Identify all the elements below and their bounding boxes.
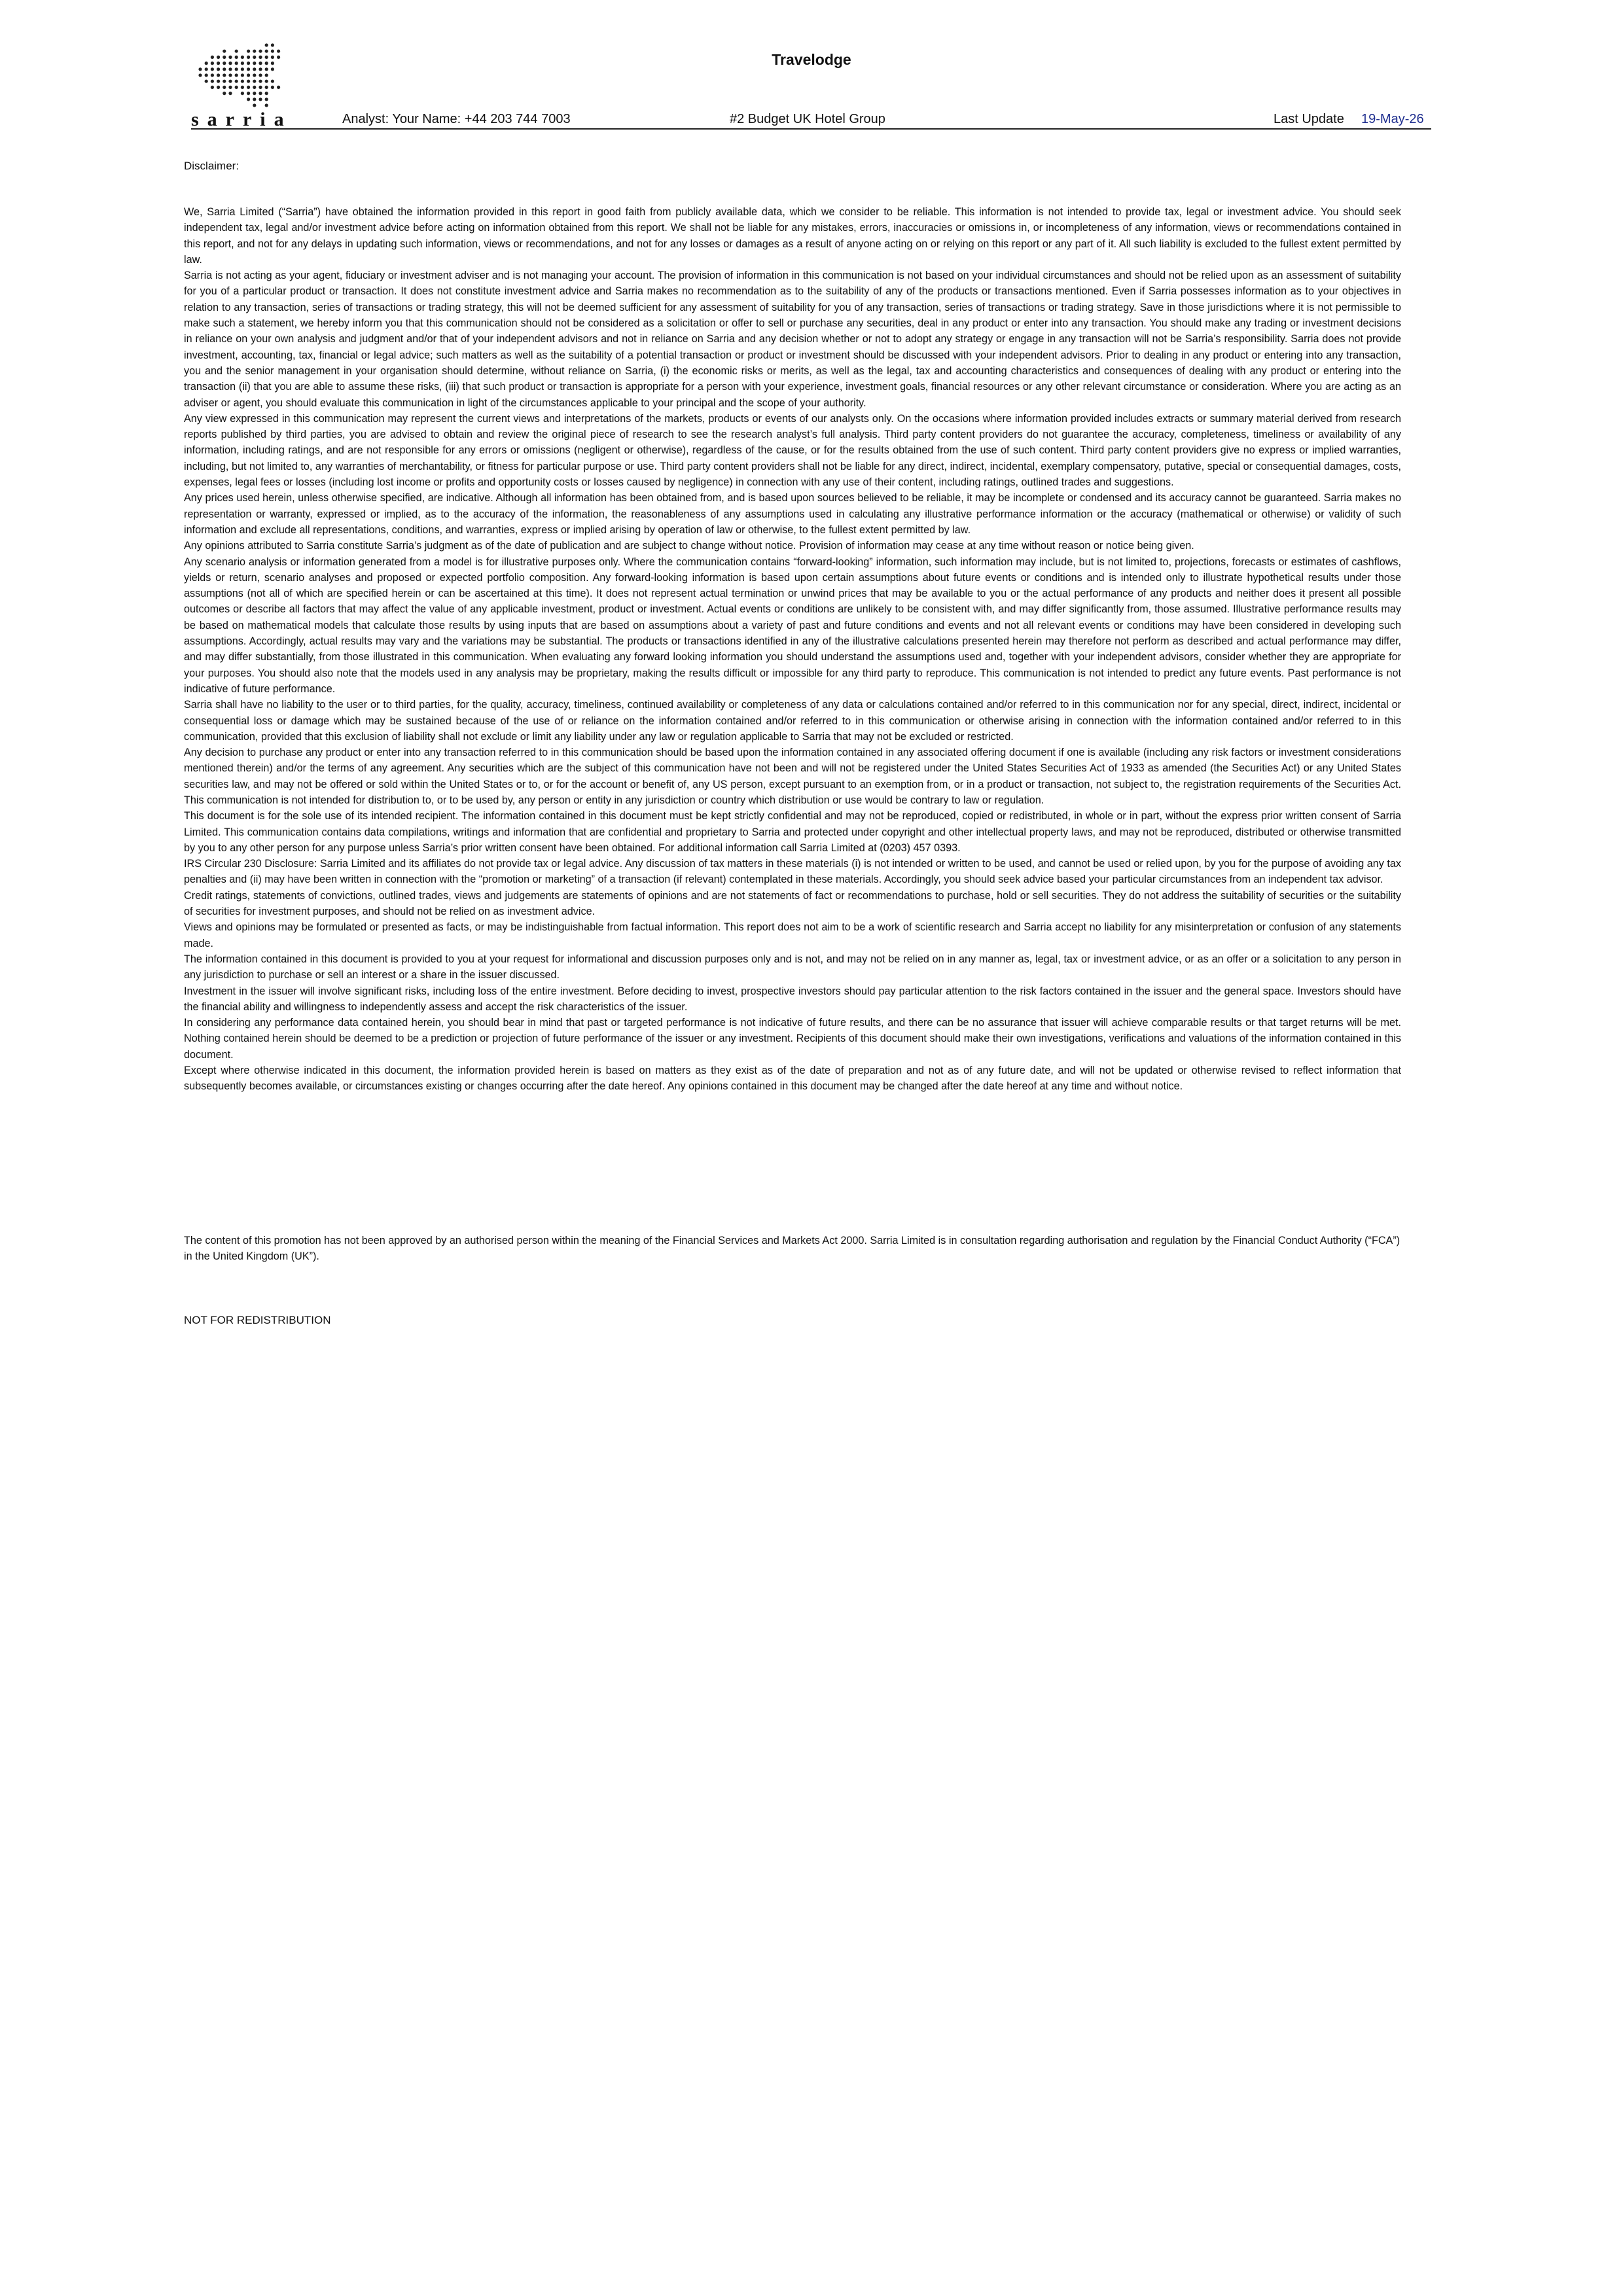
logo-dot xyxy=(205,80,208,83)
logo-dot xyxy=(235,80,238,83)
disclaimer-paragraph: Views and opinions may be formulated or presented as facts, or may be indistinguishable from factual information. This report does not aim to be a work of scientific research and Sarria accept no liability for any misinterpretation or confusion of any statements made. xyxy=(184,921,1401,949)
logo-dot xyxy=(247,86,250,89)
disclaimer-paragraph: This document is for the sole use of its intended recipient. The information contained in this document must be kept strictly confidential and may not be reproduced, copied or redistributed, in whole or in part, without the express prior written consent of Sarria Limited. This communication contains data compilations, writings and information that are confidential and proprietary to Sarria and protected under copyright and other intellectual property laws, and may not be reproduced, distributed or otherwise transmitted by you to any other person for any purpose unless Sarria’s prior written consent have been obtained. For additional information call Sarria Limited at (0203) 457 0393. xyxy=(184,810,1401,854)
logo-dot xyxy=(241,80,244,83)
logo-dot xyxy=(253,86,256,89)
disclaimer-heading: Disclaimer: xyxy=(184,160,240,172)
logo-dot xyxy=(253,103,256,107)
logo-dot xyxy=(253,92,256,95)
disclaimer-paragraph: Except where otherwise indicated in this document, the information provided herein is based on matters as they exist as of the date of preparation and not as of any future date, and will not be updated or otherwise revised to reflect information that subsequently becomes available, or circumstances existing or changes occurring after the date hereof. Any opinions contained in this document may be changed after the date hereof at any time and without notice. xyxy=(184,1065,1401,1093)
last-update-date: 19-May-26 xyxy=(1361,112,1424,126)
disclaimer-paragraph: Sarria is not acting as your agent, fiduciary or investment adviser and is not managing your account. The provision of information in this communication is not based on your individual circumstances and should not be relied upon as an assessment of suitability for you of a particular product or transaction. It does not constitute investment advice and Sarria makes no recommendation as to the suitability of any of the products or transactions mentioned. Even if Sarria possesses information as to your objectives in relation to any transaction, series of transactions or trading strategy, this will not be deemed sufficient for any assessment of suitability for you of any transaction, series of transactions or trading strategy. Save in those jurisdictions where it is not permissible to make such a statement, we hereby inform you that this communication should not be considered as a solicitation or offer to sell or purchase any securities, deal in any product or enter into any transaction. You should make any trading or investment decisions in reliance on your own analysis and judgment and/or that of your independent advisors and not in reliance on Sarria and any decision whether or not to adopt any strategy or engage in any transaction will not be Sarria’s responsibility. Sarria does not provide investment, accounting, tax, financial or legal advice; such matters as well as the suitability of a potential transaction or product or investment should be discussed with your independent advisors. Prior to dealing in any product or entering into any transaction, you and the senior management in your organisation should determine, without reliance on Sarria, (i) the economic risks or merits, as well as the legal, tax and accounting characteristics and consequences of dealing with any product or entering into the transaction (ii) that you are able to assume these risks, (iii) that such product or transaction is appropriate for a person with your experience, investment goals, financial resources or any other relevant circumstance or consideration. Where you are acting as an adviser or agent, you should evaluate this communication in light of the circumstances applicable to your principal and the scope of your authority. xyxy=(184,270,1401,409)
redistribution-notice: NOT FOR REDISTRIBUTION xyxy=(184,1314,331,1326)
logo-dot xyxy=(235,73,238,77)
logo-dot xyxy=(253,73,256,77)
logo-dot xyxy=(241,86,244,89)
logo-dot xyxy=(217,80,220,83)
logo-dot xyxy=(253,97,256,101)
disclaimer-body xyxy=(184,204,1401,1095)
logo-dot xyxy=(228,86,232,89)
logo-dot xyxy=(265,86,268,89)
logo-dot xyxy=(211,86,214,89)
logo-dot xyxy=(265,43,268,46)
disclaimer-paragraph: In considering any performance data contained herein, you should bear in mind that past or targeted performance is not indicative of future results, and there can be no assurance that issuer will achieve comparable results or that target returns will be met. Nothing contained herein should be deemed to be a prediction or projection of future performance of the issuer or any investment. Recipients of this document should make their own investigations, verifications and valuations of the information contained in this document. xyxy=(184,1017,1401,1061)
logo-dot xyxy=(259,80,262,83)
disclaimer-paragraph: Investment in the issuer will involve significant risks, including loss of the entire investment. Before deciding to invest, prospective investors should pay particular attention to the risk factors contained in the issuer and the general space. Investors should have the financial ability and willingness to independently assess and accept the risk characteristics of the issuer. xyxy=(184,985,1401,1013)
logo-dot xyxy=(223,73,226,77)
disclaimer-paragraph: Any scenario analysis or information generated from a model is for illustrative purposes only. Where the communication contains “forward-looking” information, such information may include, but is not limited to, projections, forecasts or estimates of cashflows, yields or return, scenario analyses and proposed or expected portfolio composition. Any forward-looking information is based upon certain assumptions about future events or conditions and is intended only to illustrate hypothetical results under those assumptions (not all of which are specified herein or can be ascertained at this time). It does not represent actual termination or unwind prices that may be available to you or the actual performance of any products and neither does it present all possible outcomes or describe all factors that may affect the value of any applicable investment, product or investment. Actual events or conditions are unlikely to be consistent with, and may differ significantly from, those assumed. Illustrative performance results may be based on mathematical models that calculate those results by using inputs that are based on assumptions about a variety of past and future conditions and events and not all relevant events or conditions may have been considered in developing such assumptions. Accordingly, actual results may vary and the variations may be substantial. The products or transactions identified in any of the illustrative calculations presented herein may therefore not perform as described and actual performance may differ, and may differ substantially, from those illustrated in this communication. When evaluating any forward looking information you should understand the assumptions used and, together with your independent advisors, consider whether they are appropriate for your purposes. You should also note that the models used in any analysis may be proprietary, making the results difficult or impossible for any third party to reproduce. This communication is not intended to predict any future events. Past performance is not indicative of future performance. xyxy=(184,556,1401,695)
disclaimer-paragraph: Any opinions attributed to Sarria constitute Sarria’s judgment as of the date of publication and are subject to change without notice. Provision of information may cease at any time without reason or notice being given. xyxy=(184,540,1194,552)
logo-dot xyxy=(259,86,262,89)
last-update-label: Last Update xyxy=(1274,112,1344,126)
disclaimer-paragraph: Credit ratings, statements of convictions, outlined trades, views and judgements are statements of opinions and are not statements of fact or recommendations to purchase, hold or sell securities. They do not address the suitability of securities or the suitability of securities for investment purposes, and should not be relied on as investment advice. xyxy=(184,889,1401,918)
disclaimer-paragraph: Any decision to purchase any product or enter into any transaction referred to in this communication should be based upon the information contained in any associated offering document if one is available (including any risk factors or investment considerations mentioned therein) and/or the terms of any agreement. Any securities which are the subject of this communication have not been and will not be registered under the United States Securities Act of 1933 as amended (the Securities Act) or any United States securities law, and may not be offered or sold within the United States or to, or for the account or benefit of, any US person, except pursuant to an exemption from, or in a product or transaction, not subject to, the registration requirements of the Securities Act. This communication is not intended for distribution to, or to be used by, any person or entity in any jurisdiction or country which distribution or use would be contrary to law or regulation. xyxy=(184,747,1401,806)
logo-dot xyxy=(247,73,250,77)
logo-dot xyxy=(211,80,214,83)
logo-dot xyxy=(247,97,250,101)
logo-dot xyxy=(247,92,250,95)
logo-dot xyxy=(265,103,268,107)
logo-dot xyxy=(259,97,262,101)
logo-dot xyxy=(217,86,220,89)
logo-dot xyxy=(235,86,238,89)
disclaimer-paragraph: We, Sarria Limited (“Sarria”) have obtained the information provided in this report in good faith from publicly available data, which we consider to be reliable. This information is not intended to provide tax, legal or investment advice. You should seek independent tax, legal and/or investment advice before acting on information obtained from this report. We shall not be liable for any mistakes, errors, inaccuracies or omissions in, or incompleteness of any information, views or recommendations contained in this report, and not for any delays in updating such information, views or recommendations, and not for any losses or damages as a result of anyone acting on or relying on this report or any part of it. All such liability is excluded to the fullest extent permitted by law. xyxy=(184,206,1401,266)
logo-dot xyxy=(223,80,226,83)
disclaimer-paragraph: Any prices used herein, unless otherwise specified, are indicative. Although all information has been obtained from, and is based upon sources believed to be reliable, it may be incomplete or condensed and its accuracy cannot be guaranteed. Sarria makes no representation or warranty, expressed or implied, as to the accuracy of the information, the reasonableness of any assumptions used in calculating any illustrative performance information or the accuracy (mathematical or otherwise) or validity of such information and exclude all representations, conditions, and warranties, express or implied arising by operation of law or otherwise, to the fullest extent permitted by law. xyxy=(184,492,1401,536)
logo-dot xyxy=(198,73,202,77)
logo-dot xyxy=(223,86,226,89)
logo-dot xyxy=(265,80,268,83)
logo-dot xyxy=(271,86,274,89)
logo-dot xyxy=(265,73,268,77)
header-divider xyxy=(191,128,1431,130)
company-descriptor: #2 Budget UK Hotel Group xyxy=(730,112,885,126)
disclaimer-paragraph: IRS Circular 230 Disclosure: Sarria Limited and its affiliates do not provide tax or legal advice. Any discussion of tax matters in these materials (i) is not intended or written to be used, and cannot be used or relied upon, by you for the purpose of avoiding any tax penalties and (ii) may have been written in connection with the “promotion or marketing” of a transaction (if relevant) contemplated in these materials. Accordingly, you should seek advice based your particular circumstances from an independent tax advisor. xyxy=(184,858,1401,886)
logo-dot xyxy=(247,80,250,83)
logo-dot xyxy=(241,92,244,95)
analyst-contact: Analyst: Your Name: +44 203 744 7003 xyxy=(342,112,571,126)
logo-dot xyxy=(228,73,232,77)
logo-dot xyxy=(211,73,214,77)
disclaimer-paragraph: Sarria shall have no liability to the user or to third parties, for the quality, accuracy, timeliness, continued availability or completeness of any data or calculations contained and/or referred to in this communication nor for any special, direct, indirect, incidental or consequential loss or damage which may be sustained because of the use of or reliance on the information contained and/or referred to in this communication or otherwise arising in connection with the information contained and/or referred to in this communication, provided that this exclusion of liability shall not exclude or limit any liability under any law or regulation applicable to Sarria that may not be excluded or restricted. xyxy=(184,699,1401,743)
logo-dot xyxy=(253,80,256,83)
logo-dot xyxy=(259,92,262,95)
logo-dot xyxy=(228,92,232,95)
logo-dot xyxy=(265,97,268,101)
logo-dot xyxy=(271,80,274,83)
page-title: Travelodge xyxy=(772,51,851,68)
logo-dot xyxy=(205,73,208,77)
logo-dot xyxy=(271,43,274,46)
logo-dot xyxy=(217,73,220,77)
sarria-logo-wordmark: sarria xyxy=(191,109,293,130)
logo-dot xyxy=(223,92,226,95)
disclaimer-paragraph: The information contained in this document is provided to you at your request for informational and discussion purposes only and is not, and may not be relied on in any manner as, legal, tax or investment advice, or as an offer or a solicitation to any person in any jurisdiction to purchase or sell an interest or a share in the issuer discussed. xyxy=(184,953,1401,981)
logo-dot xyxy=(265,92,268,95)
disclaimer-paragraph: Any view expressed in this communication may represent the current views and interpretations of the markets, products or events of our analysts only. On the occasions where information provided includes extracts or summary material derived from research reports published by third parties, you are advised to obtain and review the original piece of research to see the research analyst’s full analysis. Third party content providers do not guarantee the accuracy, completeness, timeliness or availability of any information, including ratings, and are not responsible for any errors or omissions (negligent or otherwise), regardless of the cause, or for the results obtained from the use of such content. Third party content providers give no express or implied warranties, including, but not limited to, any warranties of merchantability, or fitness for particular purpose or use. Third party content providers shall not be liable for any direct, indirect, incidental, exemplary compensatory, putative, special or consequential damages, costs, expenses, legal fees or losses (including lost income or profits and opportunity costs or losses caused by negligence) in connection with any use of their content, including ratings, outlined trades and suggestions. xyxy=(184,412,1401,489)
logo-dot xyxy=(259,73,262,77)
logo-dot xyxy=(241,73,244,77)
logo-dot xyxy=(277,86,280,89)
fca-notice: The content of this promotion has not been approved by an authorised person within the meaning of the Financial Services and Markets Act 2000. Sarria Limited is in consultation regarding authorisation and regulation by the Financial Conduct Authority (“FCA”) in the United Kingdom (UK”). xyxy=(184,1235,1400,1263)
logo-dot xyxy=(228,80,232,83)
